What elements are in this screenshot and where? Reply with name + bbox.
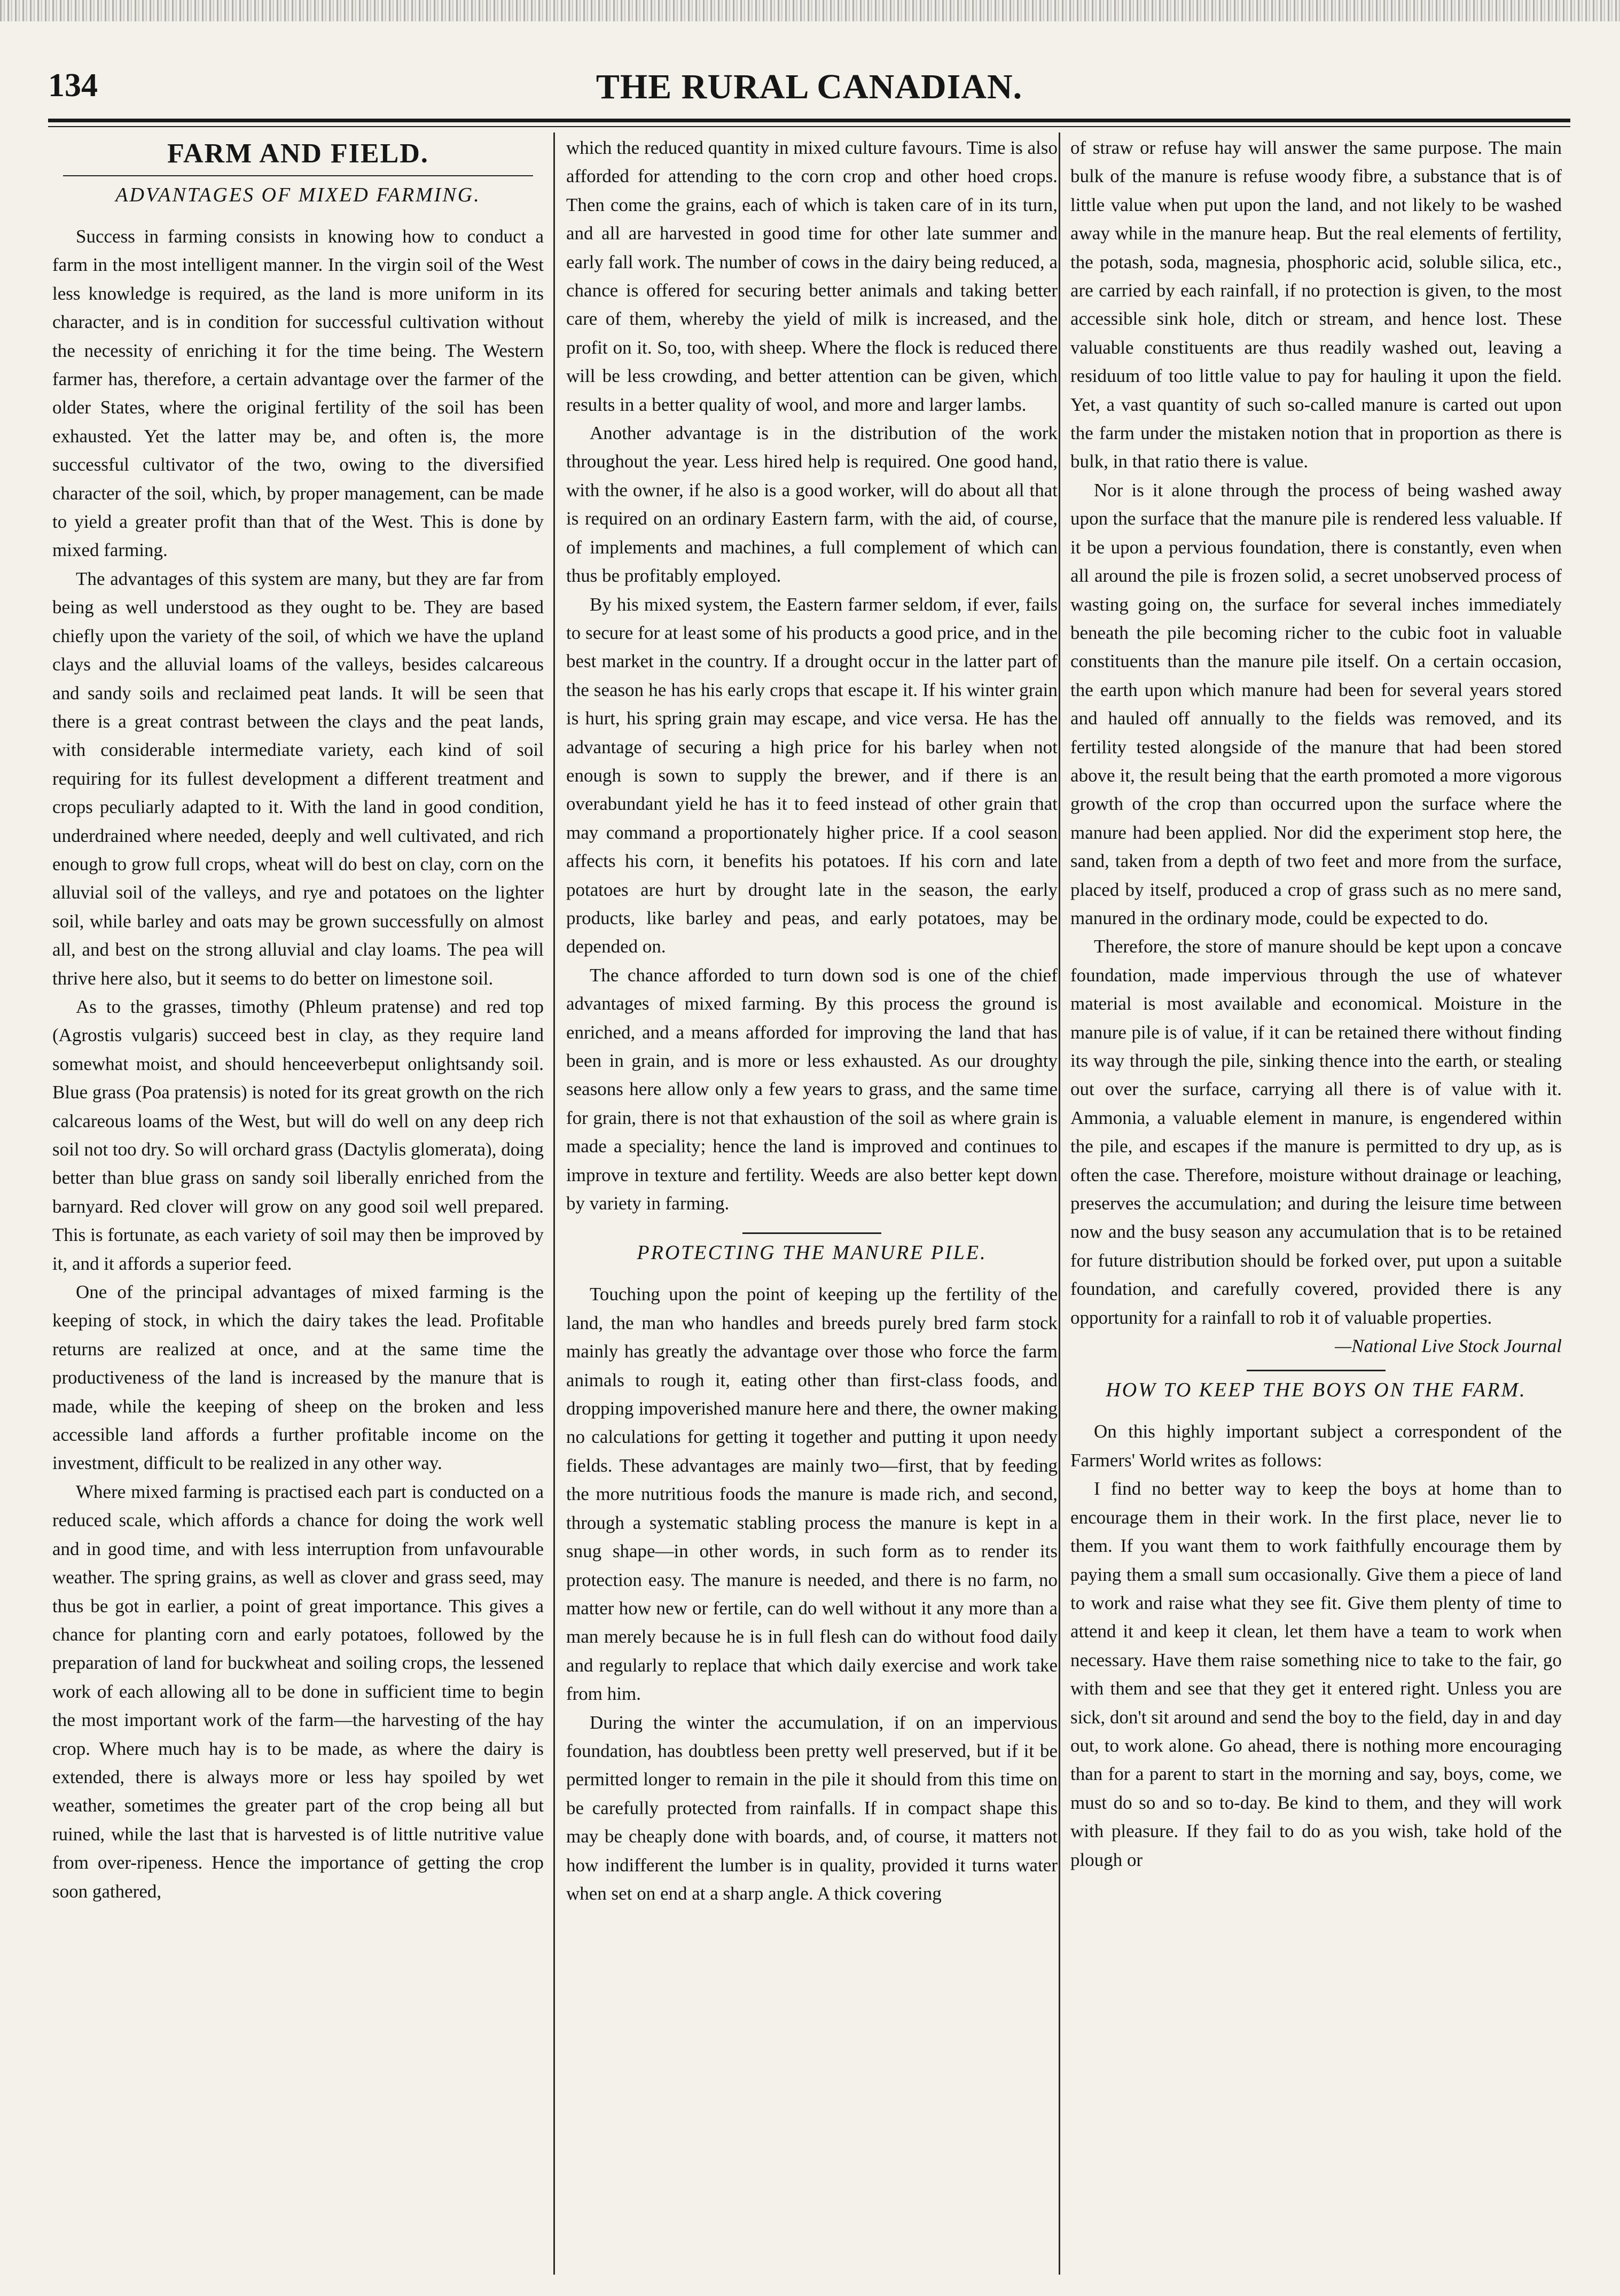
article-paragraph: The advantages of this system are many, but they are far from being as well understood as they ought to be. They are based chiefly upon the variety of the soil, of which we have the upland clays and the alluvial loams of the valleys, besides calcareous and sandy soils and reclaimed peat lands. It will be seen that there is a great contrast between the clays and the peat lands, with considerable intermediate variety, each kind of soil requiring for its fullest development a different treatment and crops peculiarly adapted to it. With the land in good condition, underdrained where needed, deeply and well cultivated, and rich enough to grow full crops, wheat will do best on clay, corn on the alluvial soil of the valleys, and rye and potatoes on the lighter soil, while barley and oats may be grown successfully on almost all, and best on the strong alluvial and clay loams. The pea will thrive here also, but it seems to do better on limestone soil. (52, 568, 544, 989)
article-separator (742, 1232, 881, 1234)
article-paragraph: of straw or refuse hay will answer the same purpose. The main bulk of the manure is refuse woody fibre, a substance that is of little value when put upon the land, and not likely to be washed away while in the manure heap. But the real elements of fertility, the potash, soda, magnesia, phosphoric acid, soluble silica, etc., are carried by each rainfall, if no protection is given, to the most accessible sink hole, ditch or stream, and hence lost. These valuable constituents are thus readily washed out, leaving a residuum of too little value to pay for hauling it upon the field. Yet, a vast quantity of such so-called manure is carted out upon the farm under the mistaken notion that in proportion as there is bulk, in that ratio there is value. (1070, 137, 1562, 472)
article-title-boys-on-farm: HOW TO KEEP THE BOYS ON THE FARM. (1106, 1379, 1527, 1402)
article-paragraph: By his mixed system, the Eastern farmer seldom, if ever, fails to secure for at least some of his products a good price, and in the best market in the country. If a drought occur in the latter part of the season he has his early crops that escape it. If his winter grain is hurt, his spring grain may escape, and vice versa. He has the advantage of securing a high price for his barley when not enough is sown to supply the brewer, and if there is an overabundant yield he has it to feed instead of other grain that may command a proportionately higher price. If a cool season affects his corn, it benefits his potatoes. If his corn and late potatoes are hurt by drought late in the season, the early products, like barley and peas, and early potatoes, may be depended on. (566, 593, 1058, 957)
article-paragraph: Another advantage is in the distribution of the work throughout the year. Less hired help is required. One good hand, with the owner, if he also is a good worker, will do about all that is required on an ordinary Eastern farm, with the aid, of course, of implements and machines, a full complement of which can thus be profitably employed. (566, 423, 1058, 587)
article-paragraph: Nor is it alone through the process of being washed away upon the surface that the manure pile is rendered less valuable. If it be upon a pervious foundation, there is constantly, even when all around the pile is frozen solid, a secret unobserved process of wasting going on, the surface for several inches immediately beneath the pile becoming richer to the cubic foot in valuable constituents than the manure pile itself. On a certain occasion, the earth upon which manure had been for several years stored and hauled off annually to the fields was removed, and its fertility tested alongside of the manure that had been stored above it, the result being that the earth promoted a more vigorous growth of the crop than occurred upon the surface where the manure had been applied. Nor did the experiment stop here, the sand, taken from a depth of two feet and more from the surface, placed by itself, produced a crop of grass such as no mere sand, manured in the ordinary mode, could be expected to do. (1070, 479, 1562, 928)
masthead-rule (48, 119, 1570, 122)
article-credit: —National Live Stock Journal (1335, 1336, 1562, 1357)
article-title-manure-pile: PROTECTING THE MANURE PILE. (637, 1241, 987, 1264)
article-paragraph: One of the principal advantages of mixed farming is the keeping of stock, in which the dairy takes the lead. Profitable returns are realized at once, and at the same time the productiveness of the land is increased by the manure that is made, while the keeping of sheep on the broken and less accessible land affords a further profitable income on the investment, difficult to be realized in any other way. (52, 1282, 544, 1474)
article-title-mixed-farming: ADVANTAGES OF MIXED FARMING. (115, 184, 481, 206)
article-paragraph: On this highly important subject a correspondent of the Farmers' World writes as follows: (1070, 1421, 1562, 1471)
page-edge-texture (0, 0, 1620, 21)
column-3 (1070, 134, 1562, 2281)
masthead-rule-thin (48, 126, 1570, 127)
article-paragraph: During the winter the accumulation, if on an impervious foundation, has doubtless been pretty well preserved, but if it be permitted longer to remain in the pile it should from this time on be carefully protected from rainfalls. If in compact shape this may be cheaply done with boards, and, of course, it matters not how indifferent the lumber is in quality, provided it turns water when set on end at a sharp angle. A thick covering (566, 1712, 1058, 1904)
article-paragraph: As to the grasses, timothy (Phleum pratense) and red top (Agrostis vulgaris) succeed best in clay, as they require land somewhat moist, and should henceeverbeput onlightsandy soil. Blue grass (Poa pratensis) is noted for its great growth on the rich calcareous loams of the West, but will do well on any deep rich soil not too dry. So will orchard grass (Dactylis glomerata), doing better than blue grass on sandy soil liberally enriched from the barnyard. Red clover will grow on any good soil well prepared. This is fortunate, as each variety of soil may then be improved by it, and it affords a superior feed. (52, 996, 544, 1274)
article-separator (1247, 1370, 1386, 1371)
column-2 (566, 134, 1058, 2281)
article-paragraph: which the reduced quantity in mixed culture favours. Time is also afforded for attending to the corn crop and other hoed crops. Then come the grains, each of which is taken care of in its turn, and all are harvested in good time for other late summer and early fall work. The number of cows in the dairy being reduced, a chance is offered for securing better animals and taking better care of them, whereby the yield of milk is increased, and the profit on it. So, too, with sheep. Where the flock is reduced there will be less crowding, and better attention can be given, which results in a better quality of wool, and more and larger lambs. (566, 137, 1058, 415)
page-number: 134 (48, 67, 98, 104)
article-paragraph: Success in farming consists in knowing how to conduct a farm in the most intelligent manner. In the virgin soil of the West less knowledge is required, as the land is more uniform in its character, and is in condition for successful cultivation without the necessity of enriching it for the time being. The Western farmer has, therefore, a certain advantage over the farmer of the older States, where the original fertility of the soil has been exhausted. Yet the latter may be, and often is, the more successful cultivator of the two, owing to the diversified character of the soil, which, by proper management, can be made to yield a greater profit than that of the West. This is done by mixed farming. (52, 226, 544, 561)
newspaper-title: THE RURAL CANADIAN. (596, 67, 1023, 106)
section-heading: FARM AND FIELD. (167, 138, 429, 169)
column-divider (1059, 132, 1060, 2275)
article-paragraph: I find no better way to keep the boys at home than to encourage them in their work. In the first place, never lie to them. If you want them to work faithfully encourage them by paying them a small sum occasionally. Give them a piece of land to work and raise what they see fit. Give them plenty of time to attend it and keep it clean, let them have a team to work when necessary. Have them raise something nice to take to the fair, go with them and see that they get it entered right. Unless you are sick, don't sit around and send the boy to the field, day in and day out, to work alone. Go ahead, there is nothing more encouraging than for a parent to start in the morning and say, boys, come, we must do so and so to-day. Be kind to them, and they will work with pleasure. If they fail to do as you wish, take hold of the plough or (1070, 1478, 1562, 1870)
heading-rule (63, 175, 533, 176)
column-divider (553, 132, 555, 2275)
masthead (48, 61, 1570, 115)
article-paragraph: Therefore, the store of manure should be kept upon a concave foundation, made impervious through the use of whatever material is most available and economical. Moisture in the manure pile is of value, if it can be retained there without finding its way through the pile, sinking thence into the earth, or stealing out over the surface, carrying all there is of value with it. Ammonia, a valuable element in manure, is engendered within the pile, and escapes if the manure is permitted to dry up, as is often the case. Therefore, moisture without drainage or leaching, preserves the accumulation; and during the leisure time between now and the busy season any accumulation that is to be retained for future distribution should be forked over, put upon a suitable foundation, and carefully covered, provided there is any opportunity for a rainfall to rob it of valuable properties. (1070, 936, 1562, 1328)
article-paragraph: Where mixed farming is practised each part is conducted on a reduced scale, which affords a chance for doing the work well and in good time, and with less interruption from unfavourable weather. The spring grains, as well as clover and grass seed, may thus be got in earlier, a point of great importance. This gives a chance for planting corn and early potatoes, followed by the preparation of land for buckwheat and soiling crops, the lessened work of each allowing all to be done in sufficient time to begin the most important work of the farm—the harvesting of the hay crop. Where much hay is to be made, as where the dairy is extended, there is always more or less hay spoiled by wet weather, sometimes the greater part of the crop being all but ruined, while the last that is harvested is of little nutritive value from over-ripeness. Hence the importance of getting the crop soon gathered, (52, 1481, 544, 1902)
article-paragraph: Touching upon the point of keeping up the fertility of the land, the man who handles and breeds purely bred farm stock mainly has greatly the advantage over those who force the farm animals to rough it, eating other than first-class foods, and dropping impoverished manure here and there, the owner making no calculations for getting it together and putting it upon needy fields. These advantages are mainly two—first, that by feeding the more nutritious foods the manure is made rich, and second, through a systematic stabling process the manure is kept in a snug shape—in other words, in such form as to render its protection easy. The manure is needed, and there is no farm, no matter how new or fertile, can do well without it any more than a man merely because he is in full flesh can do without food daily and regularly to replace that which daily exercise and work take from him. (566, 1284, 1058, 1705)
article-paragraph: The chance afforded to turn down sod is one of the chief advantages of mixed farming. By this process the ground is enriched, and a means afforded for improving the land that has been in grain, and is more or less exhausted. As our droughty seasons here allow only a few years to grass, and the same time for grain, there is not that exhaustion of the soil as where grain is made a speciality; hence the land is improved and continues to improve in texture and fertility. Weeds are also better kept down by variety in farming. (566, 964, 1058, 1214)
column-1 (52, 134, 544, 2281)
